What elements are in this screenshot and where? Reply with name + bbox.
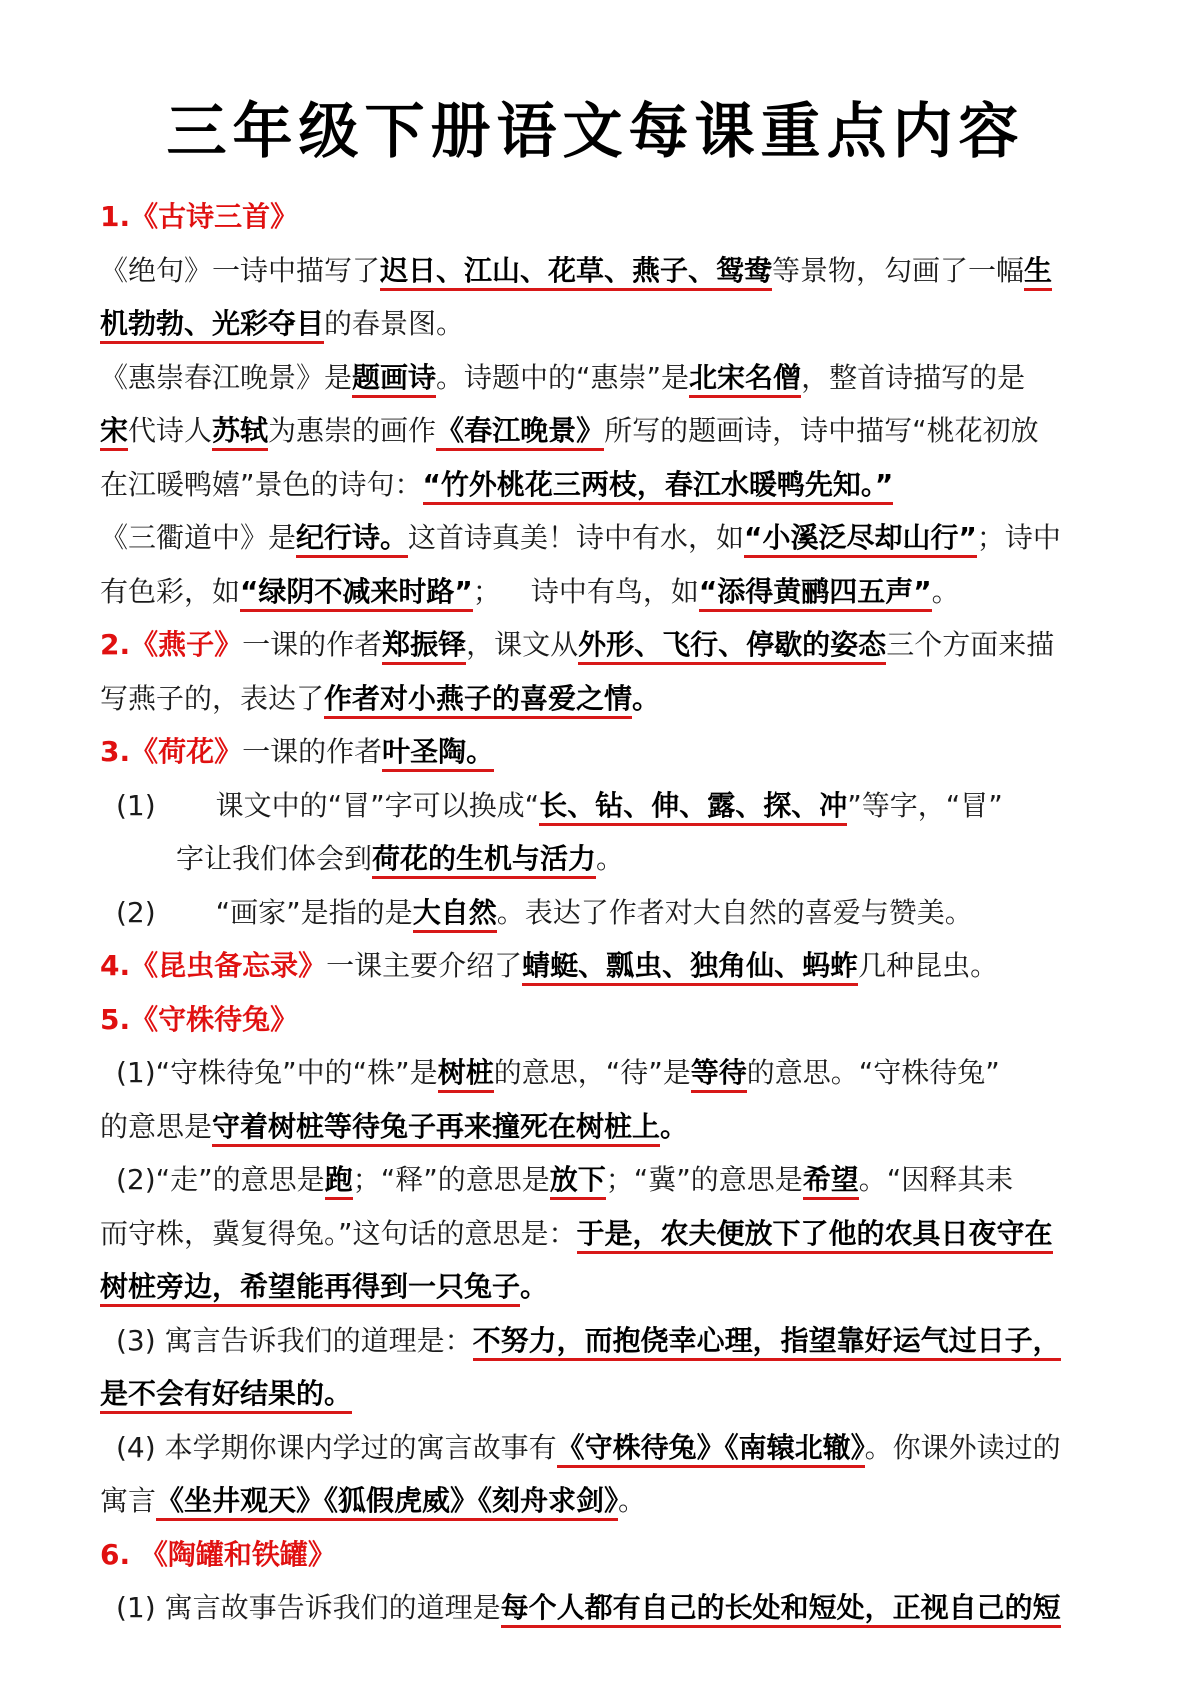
text: 这首诗真美！诗中有水，如 (408, 521, 745, 554)
section-heading: 4.《昆虫备忘录》 (100, 949, 327, 982)
list-item (100, 1153, 1130, 1207)
key-point: 《守株待兔》《南辕北辙》 (557, 1431, 865, 1468)
key-point: 北宋名僧 (689, 361, 801, 398)
text: 几种昆虫。 (858, 949, 999, 982)
key-point: “小溪泛尽却山行” (744, 521, 977, 558)
key-point: 苏轼 (212, 414, 268, 451)
text: 等景物，勾画了一幅 (772, 253, 1025, 287)
paragraph-line (100, 1474, 1130, 1528)
text: 。 (618, 1484, 647, 1517)
key-point: “竹外桃花三两枝，春江水暖鸭先知。” (423, 468, 894, 505)
text: 寓言 (100, 1484, 157, 1517)
text: 。 (660, 1109, 689, 1143)
text: 。“因释其耒 (858, 1163, 1014, 1196)
paragraph-line (100, 297, 1130, 351)
text: 三个方面来描 (886, 628, 1055, 661)
paragraph-line (100, 672, 1130, 726)
text: 的意思是 (100, 1109, 213, 1143)
text: 诗中有鸟，如 (530, 574, 699, 608)
text: (3) 寓言告诉我们的道理是： (116, 1323, 473, 1357)
paragraph-line (100, 244, 1130, 298)
text: 一课的作者 (242, 735, 383, 768)
paragraph-line (100, 458, 1130, 512)
text: 字让我们体会到 (176, 842, 373, 875)
text: (2)“走”的意思是 (116, 1163, 325, 1196)
text: (1)“守株待兔”中的“株”是 (116, 1056, 438, 1089)
list-item (100, 1314, 1130, 1368)
text: ，课文从 (466, 628, 579, 661)
text: ；“冀”的意思是 (605, 1163, 803, 1196)
paragraph-line (100, 511, 1130, 565)
section-5-heading (100, 993, 1130, 1047)
key-point: 树桩旁边，希望能再得到一只兔子 (100, 1270, 520, 1307)
text: ”等字，“冒” (847, 788, 1003, 822)
text: (4) 本学期你课内学过的寓言故事有 (116, 1430, 557, 1464)
section-2 (100, 618, 1130, 672)
key-point: 大自然 (413, 896, 497, 933)
key-point: 作者对小燕子的喜爱之情 (324, 682, 632, 719)
key-point: 希望 (803, 1163, 859, 1200)
key-point: 荷花的生机与活力 (372, 842, 596, 879)
text: 写燕子的，表达了 (100, 681, 325, 715)
section-3 (100, 725, 1130, 779)
text: 。 (632, 681, 661, 715)
key-point: 《春江晚景》 (436, 414, 604, 451)
key-point: 机勃勃、光彩夺目 (100, 307, 324, 344)
paragraph-line (100, 565, 1130, 619)
paragraph-line (100, 404, 1130, 458)
text: 代诗人 (128, 414, 213, 447)
text: 。 (596, 842, 625, 875)
list-item (100, 1421, 1130, 1475)
document-body (100, 190, 1130, 1635)
key-point: “绿阴不减来时路” (240, 575, 473, 612)
key-point: 迟日、江山、花草、燕子、鸳鸯 (380, 254, 772, 291)
text: 所写的题画诗，诗中描写“桃花初放 (604, 414, 1039, 447)
key-point: 蜻蜓、瓢虫、独角仙、蚂蚱 (522, 949, 858, 986)
text: 。你课外读过的 (864, 1430, 1061, 1464)
text: 在江暖鸭嬉”景色的诗句： (100, 467, 423, 501)
key-point: 宋 (100, 414, 128, 451)
key-point: 长、钻、伸、露、探、冲 (539, 789, 847, 826)
text: 。 (520, 1270, 549, 1303)
section-4 (100, 939, 1130, 993)
key-point: 叶圣陶。 (382, 735, 494, 772)
text: ；诗中 (976, 521, 1061, 554)
text: 。 (931, 574, 960, 608)
key-point: 《坐井观天》《狐假虎威》《刻舟求剑》 (156, 1484, 618, 1521)
key-point: 不努力，而抱侥幸心理，指望靠好运气过日子， (473, 1324, 1061, 1361)
section-1-heading (100, 190, 1130, 244)
paragraph-line (100, 1100, 1130, 1154)
key-point: 每个人都有自己的长处和短处，正视自己的短 (501, 1591, 1061, 1628)
page-title: 三年级下册语文每课重点内容 (166, 97, 1025, 167)
key-point: 郑振铎 (382, 628, 466, 665)
key-point: 是不会有好结果的。 (100, 1377, 352, 1414)
text: 有色彩，如 (100, 574, 241, 608)
paragraph-line (100, 1207, 1130, 1261)
text: 为惠崇的画作 (268, 414, 437, 447)
text: ；“释”的意思是 (352, 1163, 550, 1196)
text: 《三衢道中》是 (100, 521, 297, 554)
key-point: 外形、飞行、停歇的姿态 (578, 628, 886, 665)
text: 的意思，“待”是 (493, 1056, 691, 1089)
key-point: 放下 (550, 1163, 606, 1200)
paragraph-line (100, 351, 1130, 405)
text: ； (472, 574, 501, 608)
section-heading: 2.《燕子》 (100, 628, 243, 661)
key-point: 纪行诗。 (296, 521, 408, 558)
text: 《绝句》一诗中描写了 (100, 253, 381, 287)
list-item (100, 1581, 1130, 1635)
text: 一课主要介绍了 (326, 949, 523, 982)
text: 的意思。“守株待兔” (746, 1056, 1000, 1089)
key-point: 跑 (325, 1163, 353, 1200)
key-point: 题画诗 (352, 361, 436, 398)
key-point: 生 (1024, 254, 1052, 291)
text: (1) 寓言故事告诉我们的道理是 (116, 1591, 501, 1624)
text: 一课的作者 (242, 628, 383, 661)
key-point: 等待 (691, 1056, 747, 1093)
section-heading: 6. 《陶罐和铁罐》 (100, 1537, 336, 1571)
key-point: 树桩 (438, 1056, 494, 1093)
paragraph-line (100, 832, 1130, 886)
list-item (100, 779, 1130, 833)
list-item (100, 1046, 1130, 1100)
section-6-heading (100, 1528, 1130, 1582)
text: 。表达了作者对大自然的喜爱与赞美。 (496, 895, 973, 929)
section-heading: 5.《守株待兔》 (100, 1002, 299, 1036)
text: 。诗题中的“惠崇”是 (436, 360, 690, 394)
text: 《惠崇春江晚景》是 (100, 360, 353, 394)
section-heading: 1.《古诗三首》 (100, 200, 299, 233)
key-point: 于是，农夫便放下了他的农具日夜守在 (577, 1217, 1053, 1254)
text: 课文中的“冒”字可以换成“ (215, 788, 540, 822)
text: ，整首诗描写的是 (801, 360, 1026, 394)
text: 的春景图。 (324, 307, 465, 340)
section-heading: 3.《荷花》 (100, 735, 243, 768)
item-number: (2) (116, 895, 156, 929)
text: “画家”是指的是 (215, 895, 413, 929)
list-item (100, 886, 1130, 940)
key-point: “添得黄鹂四五声” (699, 575, 932, 612)
text: 而守株，冀复得兔。”这句话的意思是： (100, 1216, 577, 1250)
item-number: (1) (116, 788, 156, 822)
paragraph-line (100, 1260, 1130, 1314)
paragraph-line (100, 1367, 1130, 1421)
key-point: 守着树桩等待兔子再来撞死在树桩上 (212, 1110, 660, 1147)
